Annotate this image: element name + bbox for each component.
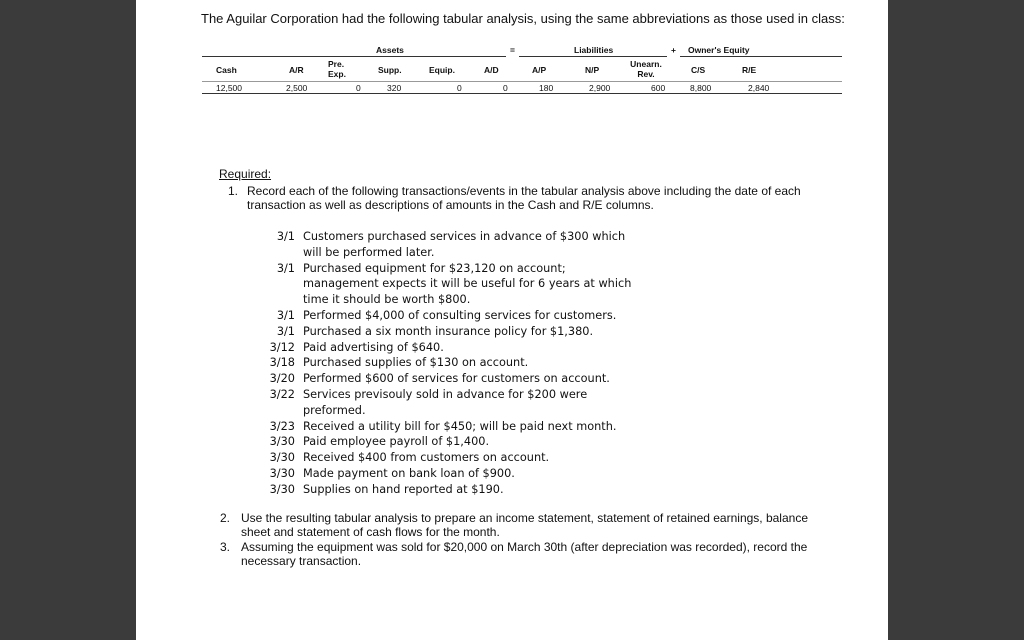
transaction-date: 3/23 xyxy=(269,419,295,433)
header-cash: Cash xyxy=(216,65,237,75)
item-1-text: Record each of the following transactions/events in the tabular analysis above including the date of each transaction as well as descriptions of amounts in the Cash and R/E columns. xyxy=(247,184,801,212)
transaction-description: Services previsouly sold in advance for $200 were preformed. xyxy=(303,387,588,417)
transaction-date: 3/30 xyxy=(269,435,295,449)
transaction-date: 3/1 xyxy=(276,230,295,243)
transaction-item xyxy=(250,450,643,466)
required-heading: Required: xyxy=(219,167,272,181)
transaction-description: Paid advertising of $640. xyxy=(303,340,444,354)
header-re: R/E xyxy=(742,65,757,75)
transaction-description: Purchased a six month insurance policy for $1,380. xyxy=(303,324,594,338)
value-cash: 12,500 xyxy=(216,83,242,93)
item-1-number: 1. xyxy=(228,184,239,198)
header-ar: A/R xyxy=(289,65,304,75)
header-unearned-revenue: Unearn. Rev. xyxy=(630,59,662,79)
transaction-description: Purchased equipment for $23,120 on account; management expects it will be useful for 6 years at which time it should be worth $800. xyxy=(303,261,632,307)
header-ap: A/P xyxy=(532,65,547,75)
transaction-item xyxy=(250,355,643,371)
transaction-item xyxy=(250,434,643,450)
transaction-date: 3/1 xyxy=(276,324,295,338)
transaction-date: 3/12 xyxy=(269,340,295,354)
item-3-number: 3. xyxy=(220,540,231,554)
value-re: 2,840 xyxy=(748,83,770,93)
transaction-item xyxy=(250,482,643,498)
transaction-description: Paid employee payroll of $1,400. xyxy=(303,435,490,449)
transaction-description: Received $400 from customers on account. xyxy=(303,451,550,465)
transaction-description: Supplies on hand reported at $190. xyxy=(303,482,504,496)
group-plus: + xyxy=(671,45,676,55)
transaction-description: Performed $600 of services for customers on account. xyxy=(303,372,610,386)
transaction-description: Performed $4,000 of consulting services for customers. xyxy=(303,308,617,322)
transaction-description: Received a utility bill for $450; will be paid next month. xyxy=(303,419,617,433)
group-assets: Assets xyxy=(376,45,404,55)
transaction-item xyxy=(250,261,643,308)
transaction-item xyxy=(250,371,643,387)
problem-title: The Aguilar Corporation had the following tabular analysis, using the same abbreviations as those used in class: xyxy=(201,11,845,26)
value-unearned-revenue: 600 xyxy=(651,83,666,93)
transaction-list xyxy=(250,229,643,498)
transaction-date: 3/22 xyxy=(269,387,295,401)
transaction-item xyxy=(250,229,643,261)
transaction-date: 3/30 xyxy=(269,482,295,496)
transaction-date: 3/18 xyxy=(269,356,295,370)
header-cs: C/S xyxy=(691,65,706,75)
transaction-item xyxy=(250,419,643,435)
transaction-item xyxy=(250,308,643,324)
group-owners-equity: Owner's Equity xyxy=(688,45,750,55)
value-ar: 2,500 xyxy=(286,83,308,93)
transaction-date: 3/1 xyxy=(276,308,295,322)
header-prepaid: Pre. Exp. xyxy=(328,59,346,79)
group-liabilities: Liabilities xyxy=(574,45,614,55)
group-equals: = xyxy=(510,45,515,55)
value-ad: 0 xyxy=(503,83,508,93)
header-equipment: Equip. xyxy=(429,65,455,75)
transaction-item xyxy=(250,466,643,482)
transaction-item xyxy=(250,324,643,340)
transaction-date: 3/30 xyxy=(269,466,295,480)
value-ap: 180 xyxy=(539,83,554,93)
item-2-number: 2. xyxy=(220,511,231,525)
transaction-description: Purchased supplies of $130 on account. xyxy=(303,356,529,370)
item-3-text: Assuming the equipment was sold for $20,000 on March 30th (after depreciation was recorded), record the necessary transaction. xyxy=(241,540,808,568)
header-ad: A/D xyxy=(484,65,499,75)
transaction-date: 3/30 xyxy=(269,451,295,465)
transaction-description: Made payment on bank loan of $900. xyxy=(303,466,515,480)
transaction-date: 3/1 xyxy=(276,261,295,275)
value-prepaid: 0 xyxy=(356,83,361,93)
transaction-item xyxy=(250,340,643,356)
header-np: N/P xyxy=(585,65,600,75)
value-equipment: 0 xyxy=(457,83,462,93)
value-np: 2,900 xyxy=(589,83,611,93)
transaction-item xyxy=(250,387,643,419)
transaction-description: Customers purchased services in advance of $300 which will be performed later. xyxy=(303,230,626,259)
item-2-text: Use the resulting tabular analysis to prepare an income statement, statement of retained earnings, balance sheet and statement of cash flows for the month. xyxy=(241,511,808,539)
value-supplies: 320 xyxy=(387,83,402,93)
value-cs: 8,800 xyxy=(690,83,712,93)
transaction-date: 3/20 xyxy=(269,372,295,386)
header-supplies: Supp. xyxy=(378,65,402,75)
